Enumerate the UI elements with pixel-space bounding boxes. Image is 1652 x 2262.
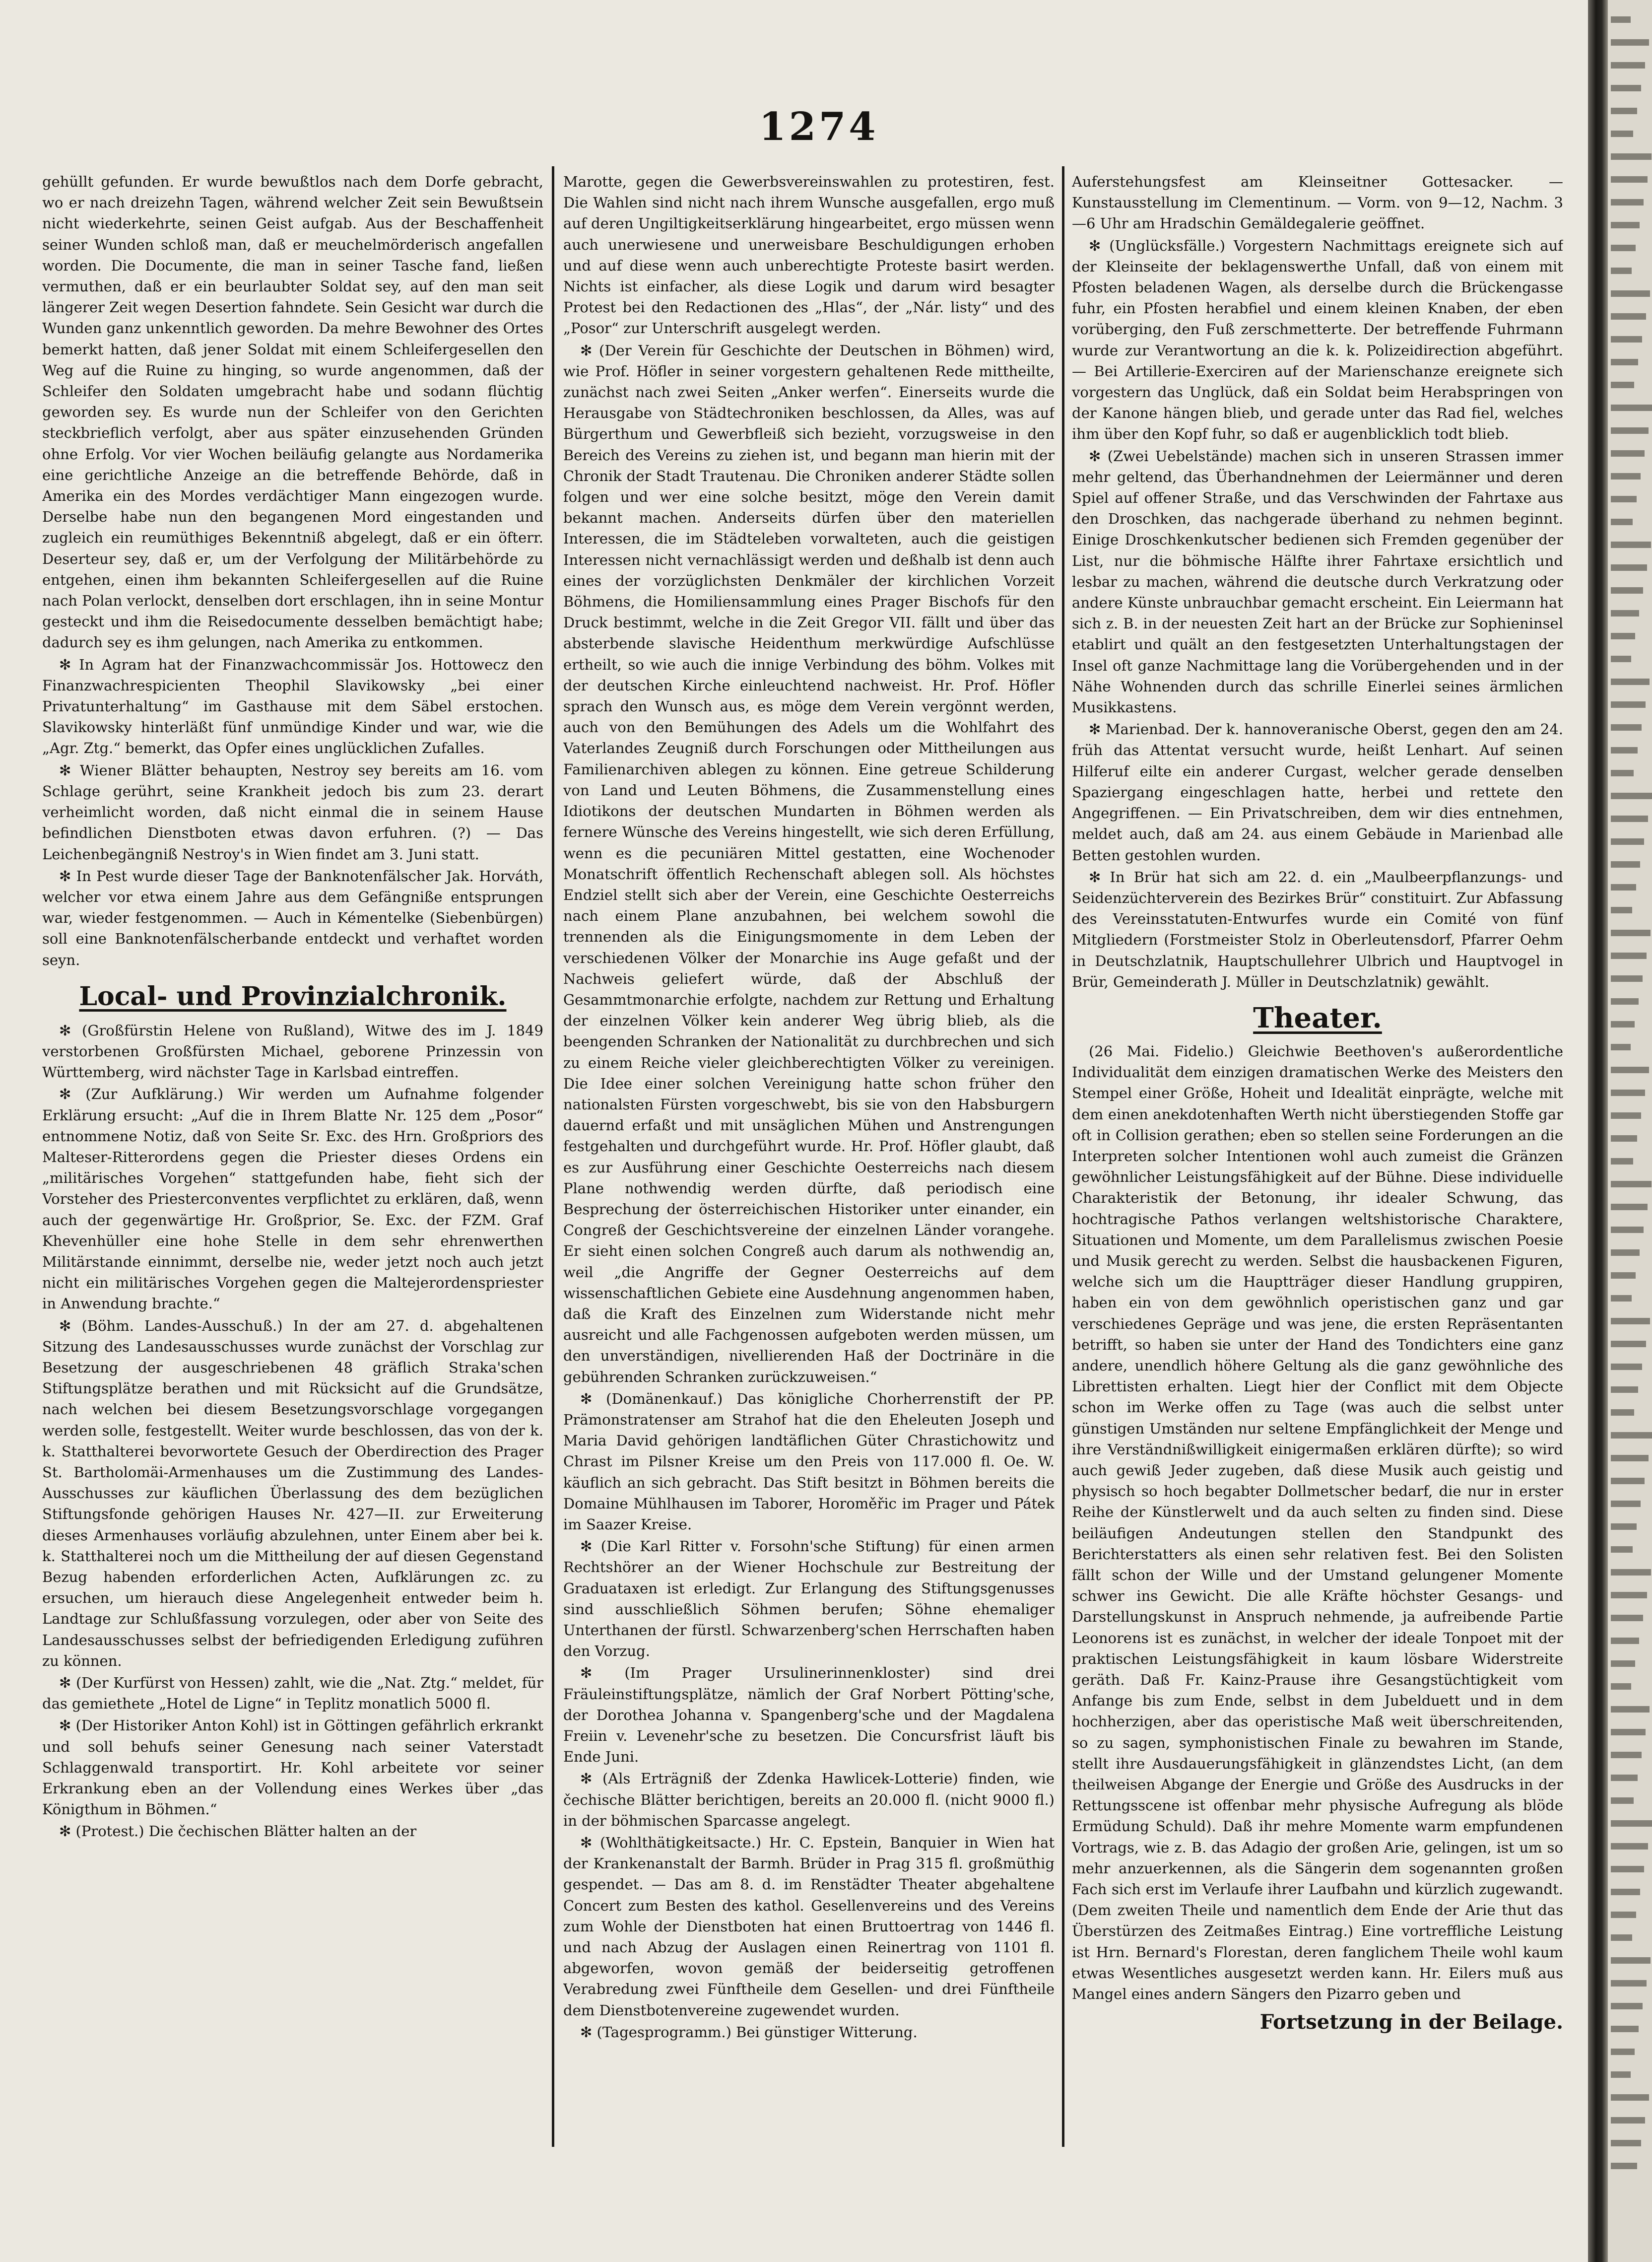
adjacent-page-text-line <box>1611 1569 1651 1576</box>
article-paragraph: ✻ (Unglücksfälle.) Vorgestern Nachmittags ereignete sich auf der Kleinseite der beklagenswerthe Unfall, daß von einem mit Pfosten beladenen Wagen, als derselbe durch die Brückengasse fuhr, ein Pfosten herabfiel und einem kleinen Knaben, der eben vorüberging, den Fuß zerschmetterte. Der betreffende Fuhrmann wurde zur Verantwortung an die k. k. Polizeidirection abgeführt. — Bei Artillerie-Exerciren auf der Marienschanze ereignete sich vorgestern das Unglück, daß ein Soldat beim Herabspringen von der Kanone hängen blieb, und gerade unter das Rad fiel, welches ihm über den Kopf fuhr, so daß er augenblicklich todt blieb. <box>1072 237 1563 443</box>
adjacent-page-text-line <box>1611 1021 1635 1028</box>
adjacent-page-text-line <box>1611 1044 1631 1050</box>
adjacent-page-text-line <box>1611 313 1646 320</box>
adjacent-page-text-line <box>1611 1980 1647 1987</box>
adjacent-page-edge <box>1608 0 1652 2262</box>
adjacent-page-text-line <box>1611 1455 1649 1461</box>
adjacent-page-text-line <box>1611 1546 1633 1553</box>
adjacent-page-text-line <box>1611 1866 1644 1872</box>
article-paragraph: ✻ (Die Karl Ritter v. Forsohn'sche Stiftung) für einen armen Rechtshörer an der Wiener Hochschule zur Bestreitung der Graduataxen ist erledigt. Zur Erlangung des Stiftungsgenusses sind ausschließlich Söhmen berufen; Söhne ehemaliger Unterthanen der fürstl. Schwarzenberg'schen Herrschaften haben den Vorzug. <box>563 1538 1055 1660</box>
article-paragraph: ✻ In Agram hat der Finanzwachcommissär Jos. Hottowecz den Finanzwachrespicienten Theophil Slavikowsky „bei einer Privatunterhaltung“ im Gasthause mit dem Säbel erstochen. Slavikowsky hinterläßt fünf unmündige Kinder und war, wie die „Agr. Ztg.“ bemerkt, das Opfer eines unglücklichen Zufalles. <box>42 656 543 757</box>
column-3 <box>1072 171 1563 2197</box>
adjacent-page-text-line <box>1611 2163 1637 2169</box>
article-paragraph: ✻ (Der Historiker Anton Kohl) ist in Göttingen gefährlich erkrankt und soll behufs seiner Genesung nach seiner Vaterstadt Schlaggenwald transportirt. Hr. Kohl arbeitete vor seiner Erkrankung eben an der Vollendung eines Werkes über „das Königthum in Böhmen.“ <box>42 1717 543 1818</box>
adjacent-page-text-line <box>1611 176 1648 183</box>
adjacent-page-text-line <box>1611 2071 1631 2078</box>
adjacent-page-text-line <box>1611 359 1638 365</box>
adjacent-page-text-line <box>1611 1957 1651 1964</box>
adjacent-page-text-line <box>1611 930 1651 936</box>
adjacent-page-text-line <box>1611 1272 1636 1279</box>
adjacent-page-text-line <box>1611 1067 1649 1073</box>
adjacent-page-text-line <box>1611 1752 1642 1758</box>
adjacent-page-text-line <box>1611 701 1646 708</box>
adjacent-page-text-line <box>1611 1843 1648 1850</box>
article-paragraph: ✻ (Der Kurfürst von Hessen) zahlt, wie die „Nat. Ztg.“ meldet, für das gemiethete „Hotel de Ligne“ in Teplitz monatlich 5000 fl. <box>42 1674 543 1713</box>
adjacent-page-text-line <box>1611 1638 1639 1644</box>
adjacent-page-text-line <box>1611 268 1632 274</box>
adjacent-page-text-line <box>1611 1409 1634 1416</box>
adjacent-page-text-line <box>1611 1341 1646 1347</box>
adjacent-page-text-line <box>1611 1683 1631 1690</box>
article-paragraph: ✻ Marienbad. Der k. hannoveranische Oberst, gegen den am 24. früh das Attentat versucht wurde, heißt Lenhart. Auf seinen Hilferuf eilte ein anderer Curgast, welcher gerade denselben Spaziergang eingeschlagen hatte, herbei und rettete den Angegriffenen. — Ein Privatschreiben, dem wir dies entnehmen, meldet auch, daß am 24. aus einem Gebäude in Marienbad alle Betten gestohlen wurden. <box>1072 721 1563 864</box>
article-paragraph: ✻ (Wohlthätigkeitsacte.) Hr. C. Epstein, Banquier in Wien hat der Krankenanstalt der Barmh. Brüder in Prag 315 fl. großmüthig gespendet. — Das am 8. d. im Renstädter Theater abgehaltene Concert zum Besten des kathol. Gesellenvereins und des Vereins zum Wohle der Dienstboten hat einen Bruttoertrag von 1446 fl. und nach Abzug der Auslagen einen Reinertrag von 1101 fl. abgeworfen, wovon gemäß der beiderseitig getroffenen Verabredung zwei Fünftheile dem Gesellen- und drei Fünftheile dem Dienstbotenvereine zugewendet wurden. <box>563 1834 1055 2019</box>
article-paragraph: ✻ (Großfürstin Helene von Rußland), Witwe des im J. 1849 verstorbenen Großfürsten Michael, geborene Prinzessin von Württemberg, wird nächster Tage in Karlsbad eintreffen. <box>42 1022 543 1081</box>
adjacent-page-text-line <box>1611 1135 1637 1142</box>
adjacent-page-text-line <box>1611 1090 1645 1096</box>
adjacent-page-text-line <box>1611 1615 1643 1621</box>
adjacent-page-text-line <box>1611 473 1641 480</box>
adjacent-page-text-line <box>1611 222 1640 228</box>
adjacent-page-text-line <box>1611 2117 1645 2124</box>
column-2 <box>563 171 1055 2197</box>
adjacent-page-text-line <box>1611 496 1637 502</box>
adjacent-page-text-line <box>1611 1660 1635 1667</box>
adjacent-page-text-line <box>1611 199 1644 206</box>
column-rule <box>1062 166 1064 2147</box>
adjacent-page-text-line <box>1611 2026 1639 2032</box>
adjacent-page-text-line <box>1611 975 1643 982</box>
section-heading: Local- und Provinzialchronik. <box>79 981 507 1012</box>
article-paragraph: ✻ (Als Erträgniß der Zdenka Hawlicek-Lotterie) finden, wie čechische Blätter berichtigen, bereits an 20.000 fl. (nicht 9000 fl.) in der böhmischen Sparcasse angelegt. <box>563 1770 1055 1829</box>
adjacent-page-text-line <box>1611 1820 1652 1827</box>
adjacent-page-text-line <box>1611 1775 1638 1781</box>
article-paragraph: ✻ In Brür hat sich am 22. d. ein „Maulbeerpflanzungs- und Seidenzüchterverein des Bezirkes Brür“ constituirt. Zur Abfassung des Vereinsstatuten-Entwurfes wurde ein Comité von fünf Mitgliedern (Forstmeister Stolz in Oberleutensdorf, Pfarrer Oehm in Deutschzlatnik, Hauptschullehrer Ulbrich und Hauptvogel in Brür, Gemeinderath J. Müller in Deutschzlatnik) gewählt. <box>1072 868 1563 990</box>
adjacent-page-text-line <box>1611 1889 1640 1895</box>
adjacent-page-text-line <box>1611 1295 1632 1302</box>
adjacent-page-text-line <box>1611 1158 1633 1165</box>
adjacent-page-text-line <box>1611 290 1650 297</box>
section-heading: Theater. <box>1253 1001 1382 1034</box>
adjacent-page-text-line <box>1611 542 1651 548</box>
adjacent-page-text-line <box>1611 587 1643 594</box>
adjacent-page-text-line <box>1611 1934 1632 1941</box>
adjacent-page-text-line <box>1611 793 1652 799</box>
adjacent-page-text-line <box>1611 427 1649 434</box>
adjacent-page-text-line <box>1611 564 1647 571</box>
adjacent-page-text-line <box>1611 953 1647 959</box>
adjacent-page-text-line <box>1611 1204 1648 1210</box>
adjacent-page-text-line <box>1611 1364 1642 1370</box>
article-paragraph: ✻ (Böhm. Landes-Ausschuß.) In der am 27. d. abgehaltenen Sitzung des Landesausschusses wurde zunächst der Vorschlag zur Besetzung der ausgeschriebenen 48 gräflich Straka'schen Stiftungsplätze berathen und mit Rücksicht auf die Grundsätze, nach welchen bei diesem Besetzungsvorschlage vorgegangen werden solle, festgestellt. Weiter wurde beschlossen, das von der k. k. Statthalterei bevorwortete Gesuch der Oberdirection des Prager St. Bartholomäi-Armenhauses um die Zustimmung des Landes-Ausschusses zur käuflichen Überlassung des dem bezüglichen Stiftungsfonde gehörigen Hauses Nr. 427—II. zur Erweiterung dieses Armenhauses vorläufig abzulehnen, unter Einem aber bei k. k. Statthalterei noch um die Mittheilung der auf diesen Gegenstand Bezug habenden erforderlichen Acten, Aufklärungen zc. zu ersuchen, um hierauch diese Angelegenheit entweder beim h. Landtage zur Schlußfassung vorzulegen, oder aber von Seite des Landesausschusses selbst der befriedigenden Erledigung zuführen zu können. <box>42 1317 543 1669</box>
adjacent-page-text-line <box>1611 1912 1636 1918</box>
continuation-note: Fortsetzung in der Beilage. <box>1259 2010 1563 2034</box>
adjacent-page-text-line <box>1611 1112 1641 1119</box>
column-1 <box>42 171 543 2197</box>
adjacent-page-text-line <box>1611 1729 1646 1735</box>
adjacent-page-text-line <box>1611 1706 1650 1713</box>
book-binding-gutter <box>1588 0 1608 2262</box>
page-number: 1274 <box>759 104 879 149</box>
adjacent-page-text-line <box>1611 153 1652 160</box>
article-paragraph: ✻ (Zwei Uebelstände) machen sich in unseren Strassen immer mehr geltend, das Überhandnehmen der Leiermänner und deren Spiel auf offener Straße, und das Verschwinden der Fahrtaxe aus den Droschken, das nachgerade überhand zu nehmen beginnt. Einige Droschkenkutscher bedienen sich Fremden gegenüber der List, nur die böhmische Hälfte ihrer Fahrtaxe ersichtlich und lesbar zu machen, während die deutsche durch Verkratzung oder andere Künste unbrauchbar gemacht erscheint. Ein Leiermann hat sich z. B. in der neuesten Zeit hart an der Brücke zur Sophieninsel etablirt und quält an den festgesetzten Unterhaltungstagen der Insel oft ganze Nachmittage lang die Vorübergehenden und in der Nähe Wohnenden durch das schrille Einerlei seines ärmlichen Musikkastens. <box>1072 447 1563 716</box>
adjacent-page-text-line <box>1611 1501 1641 1507</box>
adjacent-page-text-line <box>1611 1797 1634 1804</box>
adjacent-page-text-line <box>1611 998 1639 1005</box>
article-paragraph: (26 Mai. Fidelio.) Gleichwie Beethoven's außerordentliche Individualität dem einzigen dramatischen Werke des Meisters den Stempel einer Größe, Hoheit und Idealität einprägte, welche mit dem einen anekdotenhaften Werth nicht überstiegenden Stoffe gar oft in Collision gerathen; eben so stellen seine Forderungen an die Interpreten solcher Intentionen wohl auch zumeist die Gränzen gewöhnlicher Leistungsfähigkeit auf der Bühne. Diese individuelle Charakteristik der Betonung, ihr idealer Schwung, das hochtragische Pathos verlangen weltshistorische Charaktere, Situationen und Momente, um dem Parallelismus zwischen Poesie und Musik gerecht zu werden. Selbst die hausbackenen Figuren, welche sich um die Hauptträger dieser Handlung gruppiren, haben ein von dem gewöhnlich operistischen ganz und gar verschiedenes Gepräge und was jene, die ersten Repräsentanten betrifft, so haben sie unter der Hand des Tondichters eine ganz andere, unendlich höhere Geltung als die ganz gewöhnliche des Librettisten erhalten. Liegt hier der Conflict mit dem Objecte schon im Werke offen zu Tage (was auch die selbst unter günstigen Umständen nur seltene Empfänglichkeit der Menge und ihre Verständnißwilligkeit einigermaßen erklären dürfte); so wird auch gewiß Jeder zugeben, daß diese Musik auch geistig und physisch so hoch begabter Dollmetscher bedarf, die nur in erster Reihe der Künstlerwelt und da auch selten zu finden sind. Diese beiläufigen Andeutungen stellen den Standpunkt des Berichterstatters als einen sehr relativen fest. Bei den Solisten fällt schon der Wille und der Umstand gelungener Momente schwer ins Gewicht. Die alle Kräfte höchster Gesangs- und Darstellungskunst in Anspruch nehmende, ja aufreibende Partie Leonorens ist es zunächst, in welcher der ideale Tonpoet mit der praktischen Leistungsfähigkeit in kaum lösbare Widerstreite geräth. Daß Fr. Kainz-Prause ihre Gesangstüchtigkeit vom Anfange bis zum Ende, selbst in dem Jubelduett und in dem hochherzigen, aber das operistische Maß weit überschreitenden, so zu sagen, symphonistischen Finale zu bewahren im Stande, stellt ihre Ausdauerungsfähigkeit in glänzendstes Licht, (an dem theilweisen Abgange der Energie und Größe des Ausdrucks in der Rettungsscene ist offenbar mehr physische Aufregung als blöde Ermüdung Schuld). Daß ihr mehre Momente warm empfundenen Vortrags, wie z. B. das Adagio der großen Arie, gelingen, ist um so mehr anzuerkennen, als die Sängerin dem sogenannten großen Fach sich erst im Verlaufe ihrer Laufbahn und kürzlich zugewandt. (Dem zweiten Theile und namentlich dem Ende der Arie thut das Überstürzen des Zeitmaßes Eintrag.) Eine vortreffliche Leistung ist Hrn. Bernard's Florestan, deren fanglichem Theile wohl kaum etwas Wesentliches ausgesetzt werden kann. Hr. Eilers muß aus Mangel eines andern Sängers den Pizarro geben und <box>1072 1042 1563 2003</box>
article-paragraph: gehüllt gefunden. Er wurde bewußtlos nach dem Dorfe gebracht, wo er nach dreizehn Tagen, während welcher Zeit sein Bewußtsein nicht wiederkehrte, seinen Geist aufgab. Aus der Beschaffenheit seiner Wunden schloß man, daß er meuchelmörderisch angefallen worden. Die Documente, die man in seiner Tasche fand, ließen vermuthen, daß er ein beurlaubter Soldat sey, auf den man seit längerer Zeit wegen Desertion fahndete. Sein Gesicht war durch die Wunden ganz unkenntlich geworden. Da mehre Bewohner des Ortes bemerkt hatten, daß jener Soldat mit einem Schleifergesellen den Weg auf die Ruine zu hinging, so wurde angenommen, daß der Schleifer den Soldaten umgebracht habe und sodann flüchtig geworden sey. Es wurde nun der Schleifer von den Gerichten steckbrieflich verfolgt, aber aus später einzusehenden Gründen ohne Erfolg. Vor vier Wochen beiläufig gelangte aus Nordamerika eine gerichtliche Anzeige an die betreffende Behörde, daß in Amerika ein des Mordes verdächtiger Mann eingezogen wurde. Derselbe habe nun den begangenen Mord eingestanden und zugleich ein reumüthiges Bekenntniß abgelegt, daß er ein öfterr. Deserteur sey, daß er, um der Verfolgung der Militärbehörde zu entgehen, einen ihm bekannten Schleifergesellen auf die Ruine nach Polan verlockt, denselben dort erschlagen, ihn in seine Montur gesteckt und ihm die Reisedocumente desselben bemächtigt habe; dadurch sey es ihm gelungen, nach Amerika zu entkommen. <box>42 173 543 651</box>
adjacent-page-text-line <box>1611 1478 1645 1484</box>
adjacent-page-text-line <box>1611 245 1636 251</box>
adjacent-page-text-line <box>1611 633 1635 639</box>
adjacent-page-text-line <box>1611 747 1638 754</box>
adjacent-page-text-line <box>1611 405 1652 411</box>
adjacent-page-text-line <box>1611 519 1633 525</box>
adjacent-page-text-line <box>1611 2049 1635 2055</box>
adjacent-page-text-line <box>1611 108 1637 114</box>
adjacent-page-text-line <box>1611 838 1644 845</box>
adjacent-page-text-line <box>1611 382 1634 388</box>
adjacent-page-text-line <box>1611 724 1642 731</box>
adjacent-page-text-line <box>1611 884 1636 891</box>
adjacent-page-text-line <box>1611 1432 1652 1439</box>
article-paragraph: ✻ In Pest wurde dieser Tage der Banknotenfälscher Jak. Horváth, welcher vor etwa einem Jahre aus dem Gefängniße entsprungen war, wieder festgenommen. — Auch in Kémentelke (Siebenbürgen) soll eine Banknotenfälscherbande entdeckt und verhaftet worden seyn. <box>42 867 543 968</box>
adjacent-page-text-line <box>1611 1318 1650 1324</box>
adjacent-page-text-line <box>1611 16 1631 23</box>
adjacent-page-text-line <box>1611 1592 1647 1598</box>
adjacent-page-text-line <box>1611 131 1633 137</box>
adjacent-page-text-line <box>1611 656 1631 662</box>
adjacent-page-text-line <box>1611 907 1632 913</box>
article-paragraph: ✻ (Im Prager Ursulinerinnenkloster) sind drei Fräuleinstiftungsplätze, nämlich der Graf Norbert Pötting'sche, der Dorothea Johanna v. Spangenberg'sche und der Magdalena Freiin v. Levenehr'sche zu besetzen. Die Concursfrist läuft bis Ende Juni. <box>563 1664 1055 1766</box>
adjacent-page-text-line <box>1611 85 1641 91</box>
adjacent-page-text-line <box>1611 1523 1637 1530</box>
article-paragraph: ✻ (Zur Aufklärung.) Wir werden um Aufnahme folgender Erklärung ersucht: „Auf die in Ihrem Blatte Nr. 125 dem „Posor“ entnommene Notiz, daß von Seite Sr. Exc. des Hrn. Großpriors des Malteser-Ritterordens gegen die Priester dieses Ordens ein „militärisches Vorgehen“ stattgefunden habe, fieht sich der Vorsteher des Priesterconventes verpflichtet zu erklären, daß, wenn auch der gegenwärtige Hr. Großprior, Se. Exc. der FZM. Graf Khevenhüller eine hohe Stelle in dem sehr ehrenwerthen Militärstande einnimmt, derselbe nie, weder jetzt noch auch jetzt nicht ein militärisches Vorgehen gegen die Maltejerordenspriester in Anwendung brachte.“ <box>42 1086 543 1312</box>
adjacent-page-text-line <box>1611 336 1642 343</box>
adjacent-page-text-line <box>1611 610 1639 617</box>
article-paragraph: ✻ (Protest.) Die čechischen Blätter halten an der <box>59 1823 417 1840</box>
article-paragraph: Auferstehungsfest am Kleinseitner Gottesacker. — Kunstausstellung im Clementinum. — Vorm. von 9—12, Nachm. 3—6 Uhr am Hradschin Gemäldegalerie geöffnet. <box>1072 173 1563 232</box>
adjacent-page-text-line <box>1611 1249 1640 1256</box>
adjacent-page-text-line <box>1611 2140 1641 2146</box>
adjacent-page-text-line <box>1611 816 1648 822</box>
article-paragraph: ✻ (Der Verein für Geschichte der Deutschen in Böhmen) wird, wie Prof. Höfler in seiner vorgestern gehaltenen Rede mittheilte, zunächst nach zwei Seiten „Anker werfen“. Einerseits wurde die Herausgabe von Städtechroniken beschlossen, da Alles, was auf Bürgerthum und Gewerbfleiß sich bezieht, vorzugsweise in den Bereich des Vereins zu ziehen ist, und begann man hierin mit der Chronik der Stadt Trautenau. Die Chroniken anderer Städte sollen folgen und wer eine solche besitzt, möge den Verein damit bekannt machen. Anderseits dürfen über den materiellen Interessen, die im Städteleben vorwalteten, auch die geistigen Interessen nicht vernachlässigt werden und deßhalb ist denn auch eines der vorzüglichsten Denkmäler der kirchlichen Vorzeit Böhmens, die Homiliensammlung eines Prager Bischofs für den Druck bestimmt, welche in die Zeit Gregor VII. fällt und über das absterbende slavische Heidenthum merkwürdige Aufschlüsse ertheilt, so wie auch die innige Verbindung des böhm. Volkes mit der deutschen Kirche einleuchtend nachweist. Hr. Prof. Höfler sprach den Wunsch aus, es möge dem Verein vergönnt werden, auch von den Bemühungen des Adels um die Wohlfahrt des Vaterlandes Zeugniß durch Forschungen oder Mittheilungen aus Familienarchiven ablegen zu können. Eine getreue Schilderung von Land und Leuten Böhmens, die Zusammenstellung eines Idiotikons der deutschen Mundarten in Böhmen werden als fernere Wünsche des Vereins hingestellt, wie sich deren Erfüllung, wenn es die pecuniären Mittel gestatten, eine Wochenoder Monatschrift öffentlich Rechenschaft ablegen soll. Als höchstes Endziel stellt sich aber der Verein, eine Geschichte Oesterreichs nach einem Plane anzubahnen, bei welchem sowohl die trennenden als die Einigungsmomente in dem Leben der verschiedenen Völker der Monarchie ins Auge gefaßt und der Nachweis geliefert würde, daß der Abschluß der Gesammtmonarchie erfolgte, nachdem zur Rettung und Erhaltung der einzelnen Völker kein anderer Weg übrig blieb, als die beengenden Schranken der Nationalität zu durchbrechen und sich zu einem Reiche vieler gleichberechtigten Völker zu vereinigen. Die Idee einer solchen Vereinigung hatte schon früher den nationalsten Fürsten vorgeschwebt, bis sie von den Habsburgern dauernd erfaßt und mit unsäglichen Mühen und Anstrengungen festgehalten und durchgeführt wurde. Hr. Prof. Höfler glaubt, daß es zur Ausführung einer Geschichte Oesterreichs nach diesem Plane nothwendig werden dürfte, daß periodisch eine Besprechung der österreichischen Historiker unter einander, ein Congreß der Geschichtsvereine der einzelnen Länder vorangehe. Er sieht einen solchen Congreß auch darum als nothwendig an, weil „die Angriffe der Gegner Oesterreichs auf dem wissenschaftlichen Gebiete eine Ausdehnung angenommen haben, daß die Kraft des Einzelnen zum Widerstande nicht mehr ausreicht und alle Fachgenossen aufgeboten werden müssen, um den unverständigen, nivellierenden Haß der Doctrinäre in die gebührenden Schranken zurückzuweisen.“ <box>563 342 1055 1385</box>
adjacent-page-text-line <box>1611 1181 1652 1187</box>
adjacent-page-text-line <box>1611 450 1645 457</box>
adjacent-page-text-line <box>1611 1227 1644 1233</box>
adjacent-page-text-line <box>1611 1386 1638 1393</box>
article-paragraph: ✻ (Domänenkauf.) Das königliche Chorherrenstift der PP. Prämonstratenser am Strahof hat die den Eheleuten Joseph und Maria David gehörigen landtäflichen Güter Chrastichowitz und Chrast im Pilsner Kreise um den Preis von 117.000 fl. Oe. W. käuflich an sich gebracht. Das Stift besitzt in Böhmen bereits die Domaine Mühlhausen im Taborer, Horoměřic im Prager und Pátek im Saazer Kreise. <box>563 1390 1055 1533</box>
adjacent-page-text-line <box>1611 2003 1643 2009</box>
adjacent-page-text-line <box>1611 2094 1649 2101</box>
column-rule <box>552 166 554 2147</box>
adjacent-page-text-line <box>1611 861 1640 868</box>
adjacent-page-text-line <box>1611 39 1649 46</box>
adjacent-page-text-line <box>1611 679 1650 685</box>
article-paragraph: ✻ Wiener Blätter behaupten, Nestroy sey bereits am 16. vom Schlage gerührt, seine Krankheit jedoch bis zum 23. derart verheimlicht worden, daß nicht einmal die in seinem Hause befindlichen Dienstboten etwas davon erfuhren. (?) — Das Leichenbegängniß Nestroy's in Wien findet am 3. Juni statt. <box>42 761 543 863</box>
article-paragraph: Marotte, gegen die Gewerbsvereinswahlen zu protestiren, fest. Die Wahlen sind nicht nach ihrem Wunsche ausgefallen, ergo muß auf deren Ungiltigkeitserklärung hingearbeitet, ergo müssen wenn auch unerwiesene und unerweisbare Beschuldigungen erhoben und auf diese wenn auch unberechtigte Proteste basirt werden. Nichts ist einfacher, als diese Logik und darum wird besagter Protest bei den Redactionen des „Hlas“, der „Nár. listy“ und des „Posor“ zur Unterschrift ausgelegt werden. <box>563 173 1055 337</box>
adjacent-page-text-line <box>1611 62 1645 69</box>
article-paragraph: ✻ (Tagesprogramm.) Bei günstiger Witterung. <box>580 2023 918 2041</box>
adjacent-page-text-line <box>1611 770 1634 776</box>
